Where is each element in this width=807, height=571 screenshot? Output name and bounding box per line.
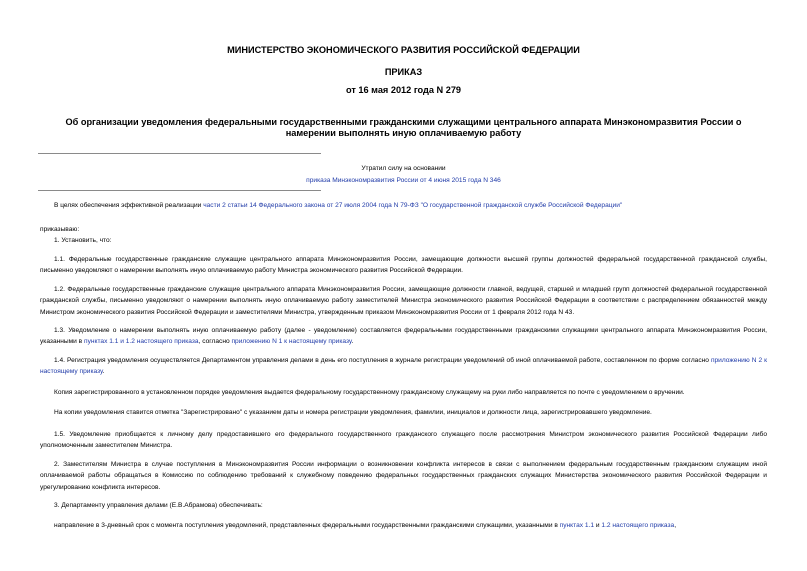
paragraph-1: 1. Установить, что: [54, 237, 112, 244]
divider-bottom [38, 190, 321, 191]
ministry-name: МИНИСТЕРСТВО ЭКОНОМИЧЕСКОГО РАЗВИТИЯ РОССИЙСКОЙ ФЕДЕРАЦИИ [227, 45, 580, 55]
paragraph-copy: Копия зарегистрированного в установленном порядке уведомления выдается федеральному государственному гражданскому служащему на руки либо направляется по почте с уведомлением о вручении. [54, 389, 685, 396]
document-type: ПРИКАЗ [384, 67, 423, 77]
paragraph-1-5: 1.5. Уведомление приобщается к личному делу предоставившего его федерального государственного гражданского служащего после рассмотрения Министром экономического развития Российской Федерации либо уполномоченным заместителем Министра. [40, 431, 767, 450]
paragraph-3-item: направление в 3-дневный срок с момента поступления уведомлений, представленных федеральными государственными гражданскими служащими, указанными в пунктах 1.1 и 1.2 настоящего приказа, [54, 522, 677, 529]
clauses-link[interactable]: пунктах 1.1 и 1.2 настоящего приказа [84, 338, 199, 346]
paragraph-1-3: 1.3. Уведомление о намерении выполнять иную оплачиваемую работу (далее - уведомление) составляется федеральными государственными гражданскими служащими центрального аппарата Минэкономразвития России, указанными в пунктах 1.1 и 1.2 настоящего приказа, согласно приложению N 1 к настоящему приказу. [40, 327, 767, 346]
status-note-line: Утратил силу на основании [361, 165, 446, 172]
preamble: В целях обеспечения эффективной реализации части 2 статьи 14 Федерального закона от 27 июля 2004 года N 79-ФЗ "О государственной гражданской службе Российской Федерации" [54, 202, 623, 209]
paragraph-3: 3. Департаменту управления делами (Е.В.Абрамова) обеспечивать: [54, 502, 263, 509]
paragraph-2: 2. Заместителям Министра в случае поступления в Минэкономразвития России информации о возникновении конфликта интересов в связи с выполнением федеральным государственным гражданским служащим иной оплачиваемой работы обращаться в Комиссию по соблюдению требований к служебному поведению федеральных государственных гражданских служащих Министерства экономического развития Российской Федерации и урегулированию конфликта интересов. [40, 461, 767, 491]
status-note-link[interactable]: приказа Минэкономразвития России от 4 июня 2015 года N 346 [306, 177, 501, 184]
paragraph-1-4: 1.4. Регистрация уведомления осуществляется Департаментом управления делами в день его поступления в журнале регистрации уведомлений об иной оплачиваемой работе, составленном по форме согласно приложению N 2 к настоящему приказу. [40, 357, 768, 376]
divider-top [38, 153, 321, 154]
appendix-1-link[interactable]: приложению N 1 к настоящему приказу [231, 338, 352, 346]
orders-word: приказываю: [40, 226, 80, 233]
appendix-2-link[interactable]: приложению N 2 к настоящему приказу [40, 357, 768, 376]
clause-1-1-link[interactable]: пунктах 1.1 [559, 522, 595, 529]
law-link[interactable]: части 2 статьи 14 Федерального закона от 27 июля 2004 года N 79-ФЗ "О государственной гражданской службе Российской Федерации" [203, 202, 623, 209]
paragraph-1-1: 1.1. Федеральные государственные гражданские служащие центрального аппарата Минэкономразвития России, замещающие должности высшей группы должностей федеральной государственной гражданской службы, письменно уведомляют о намерении выполнять иную оплачиваемую работу Министра экономического развития Российской Федерации. [40, 256, 767, 275]
clause-1-2-link[interactable]: 1.2 настоящего приказа [601, 522, 675, 529]
document-date: от 16 мая 2012 года N 279 [345, 85, 462, 95]
document-title: Об организации уведомления федеральными государственными гражданскими служащими центрального аппарата Минэкономразвития России о намерении выполнять иную оплачиваемую работу [65, 117, 742, 138]
paragraph-mark: На копии уведомления ставится отметка "Зарегистрировано" с указанием даты и номера регистрации уведомления, фамилии, инициалов и должности лица, зарегистрировавшего уведомление. [54, 409, 652, 416]
paragraph-1-2: 1.2. Федеральные государственные гражданские служащие центрального аппарата Минэкономразвития России, замещающие должности главной, ведущей, старшей и младшей групп должностей федеральной государственной гражданской службы, письменно уведомляют о намерении выполнять иную оплачиваемую работу заместителей Министра экономического развития Российской Федерации в соответствии с распределением обязанностей между Министром экономического развития Российской Федерации и заместителями Министра, утвержденным приказом Минэкономразвития России от 1 февраля 2012 года N 43. [40, 286, 767, 316]
